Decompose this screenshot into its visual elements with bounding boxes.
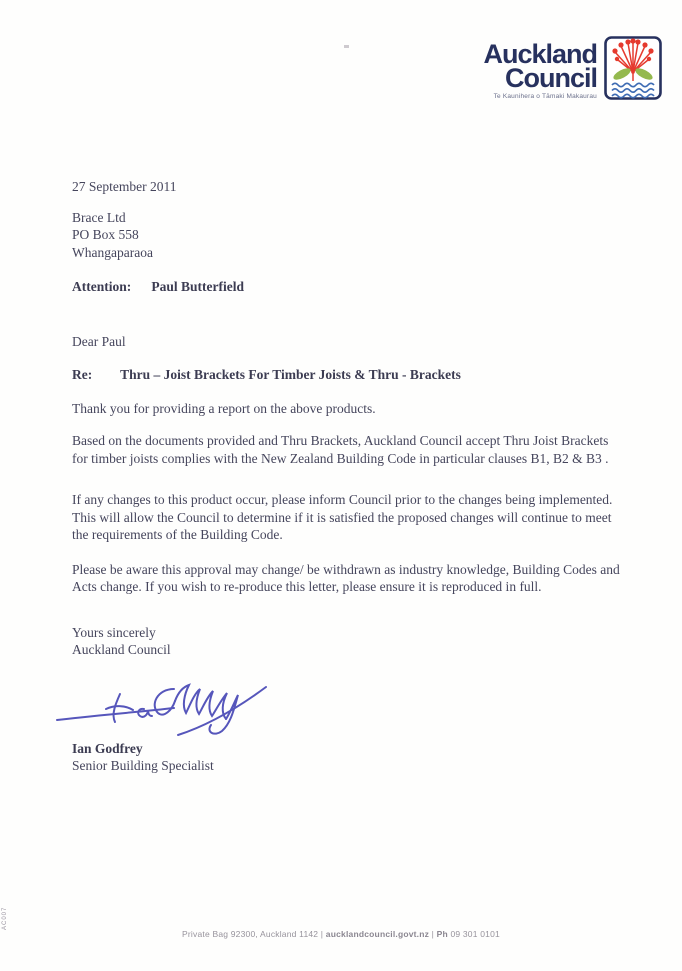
recipient-address	[72, 209, 620, 262]
closing-line: Auckland Council	[72, 642, 171, 657]
paragraph: Please be aware this approval may change/ be withdrawn as industry knowledge, Building Codes and Acts change. If you wish to re-produce this letter, please ensure it is reproduced in full.	[72, 561, 620, 594]
signature-ink-icon	[54, 675, 269, 738]
re-subject: Thru – Joist Brackets For Timber Joists & Thru - Brackets	[120, 367, 461, 382]
scan-artifact-mark	[344, 45, 349, 48]
recipient-line: PO Box 558	[72, 227, 139, 242]
logo-name-line1: Auckland	[483, 39, 597, 69]
paragraph: Thank you for providing a report on the above products.	[72, 400, 376, 416]
footer-separator: |	[320, 929, 324, 939]
logo-tagline: Te Kaunihera o Tāmaki Makaurau	[493, 93, 597, 100]
auckland-council-logo	[483, 36, 662, 100]
closing-line: Yours sincerely	[72, 624, 156, 640]
subject-line	[72, 366, 620, 384]
letter-body	[72, 178, 620, 775]
paragraph: Based on the documents provided and Thru Brackets, Auckland Council accept Thru Joist Brackets for timber joists complies with the New Zealand Building Code in particular clauses B1, B2 & B3 .	[72, 433, 609, 466]
recipient-line: Whangaparaoa	[72, 244, 153, 260]
recipient-line: Brace Ltd	[72, 209, 126, 225]
pohutukawa-emblem-icon	[604, 36, 662, 100]
footer-address: Private Bag 92300, Auckland 1142	[182, 929, 319, 939]
footer-website: aucklandcouncil.govt.nz	[325, 929, 430, 939]
signature	[54, 675, 620, 738]
letter-date: 27 September 2011	[72, 179, 177, 194]
footer-phone-number: 09 301 0101	[450, 929, 500, 939]
paragraph: If any changes to this product occur, please inform Council prior to the changes being implemented. This will allow the Council to determine if it is satisfied the proposed changes will continue to meet the requirements of the Building Code.	[72, 492, 613, 542]
page-footer	[0, 929, 682, 939]
footer-phone-label: Ph	[436, 929, 448, 939]
salutation: Dear Paul	[72, 333, 126, 349]
re-label: Re:	[72, 367, 93, 382]
closing	[72, 624, 620, 659]
form-code-vertical: AC007	[2, 906, 8, 930]
signer-title: Senior Building Specialist	[72, 758, 214, 773]
footer-separator: |	[431, 929, 435, 939]
signer-name: Ian Godfrey	[72, 740, 143, 756]
attention-name: Paul Butterfield	[151, 279, 244, 294]
attention-label: Attention:	[72, 279, 132, 294]
attention-line	[72, 278, 620, 296]
logo-wordmark	[483, 39, 597, 100]
logo-name-line2: Council	[505, 63, 597, 93]
